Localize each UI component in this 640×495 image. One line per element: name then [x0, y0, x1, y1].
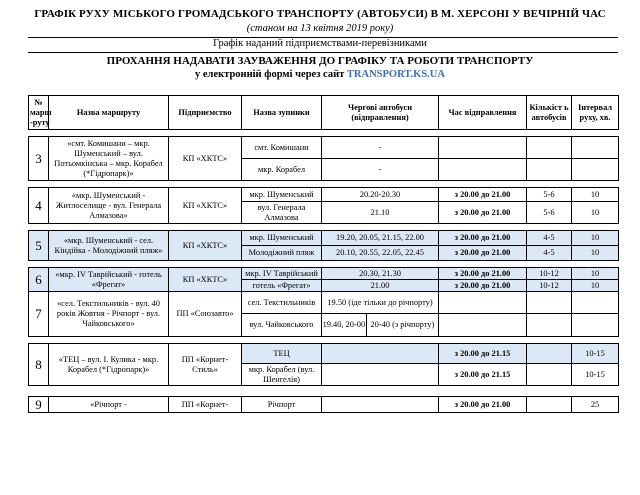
- request-form-note: [0, 69, 640, 80]
- stop-name: готель «Фрегат»: [242, 280, 322, 292]
- route-number: 5: [29, 231, 49, 261]
- route-name: «ТЕЦ – вул. І. Кулика - мкр. Корабел (*Гідропарк)»: [49, 344, 169, 386]
- col-interval-header: Інтервал руху, хв.: [572, 96, 619, 130]
- route-name: «Річпорт -: [49, 397, 169, 413]
- stop-name: Молодіжний пляж: [242, 246, 322, 261]
- route-company: КП «ХКТС»: [169, 137, 242, 181]
- buses-times: -: [322, 159, 439, 181]
- stop-name: мкр. Корабел: [242, 159, 322, 181]
- col-departure-header: Час відправлення: [439, 96, 527, 130]
- buses-times: -: [322, 137, 439, 159]
- as-of-date: (станом на 13 квітня 2019 року): [246, 23, 394, 34]
- route-number: 3: [29, 137, 49, 181]
- schedule-table: [28, 95, 619, 413]
- stop-name: смт. Комишани: [242, 137, 322, 159]
- interval: 10-15: [572, 344, 619, 364]
- route-number: 9: [29, 397, 49, 413]
- buses-times: 19.40, 20-00: [322, 314, 367, 336]
- interval: 10: [572, 280, 619, 292]
- departure-time: з 20.00 до 21.00: [439, 246, 527, 261]
- provided-by-note: Графік наданий підприємствами-перевізниками: [213, 38, 427, 49]
- departure-time: з 20.00 до 21.00: [439, 397, 527, 413]
- col-route-header: Назва маршруту: [49, 96, 169, 130]
- divider: [28, 52, 618, 53]
- table-row: [29, 292, 619, 314]
- spacer-row: [29, 261, 619, 268]
- route-name: «мкр. Шуменський - сел. Кіндійка - Молодіжний пляж»: [49, 231, 169, 261]
- bus-count: 10-12: [527, 268, 572, 280]
- stop-name: мкр. IV Таврійський: [242, 268, 322, 280]
- buses-times: [322, 344, 439, 364]
- interval: [572, 137, 619, 159]
- route-number: 7: [29, 292, 49, 337]
- bus-count: [527, 292, 572, 314]
- table-row: [29, 344, 619, 364]
- buses-times: 20.30, 21.30: [322, 268, 439, 280]
- stop-name: мкр. Шуменський: [242, 231, 322, 246]
- stop-name: ТЕЦ: [242, 344, 322, 364]
- interval: 10: [572, 202, 619, 224]
- departure-time: [439, 292, 527, 314]
- route-company: КП «ХКТС»: [169, 188, 242, 224]
- route-company: ПП «Корнет-: [169, 397, 242, 413]
- table-row: [29, 268, 619, 280]
- spacer-row: [29, 181, 619, 188]
- departure-time: з 20.00 до 21.15: [439, 344, 527, 364]
- col-company-header: Підприємство: [169, 96, 242, 130]
- buses-times: 21.00: [322, 280, 439, 292]
- route-name: «мкр. Шуменський - Житлоселище - вул. Генерала Алмазова»: [49, 188, 169, 224]
- col-buses-header: Чергові автобуси (відправлення): [322, 96, 439, 130]
- route-number: 8: [29, 344, 49, 386]
- departure-time: з 20.00 до 21.00: [439, 268, 527, 280]
- bus-count: [527, 159, 572, 181]
- bus-count: [527, 397, 572, 413]
- document-title: ГРАФІК РУХУ МІСЬКОГО ГРОМАДСЬКОГО ТРАНСПОРТУ (АВТОБУСИ) В М. ХЕРСОНІ У ВЕЧІРНІЙ ЧАС: [34, 8, 606, 20]
- bus-count: 4-5: [527, 231, 572, 246]
- site-link[interactable]: TRANSPORT.KS.UA: [346, 69, 445, 80]
- stop-name: сел. Текстильників: [242, 292, 322, 314]
- bus-count: 5-6: [527, 188, 572, 202]
- spacer-row: [29, 224, 619, 231]
- stop-name: Річпорт: [242, 397, 322, 413]
- spacer-row: [29, 337, 619, 344]
- bus-count: [527, 364, 572, 386]
- interval: 25: [572, 397, 619, 413]
- bus-count: 4-5: [527, 246, 572, 261]
- buses-times: 20-40 (з річпорту): [370, 320, 435, 329]
- interval: [572, 292, 619, 314]
- route-company: ПП «Союзавто»: [169, 292, 242, 337]
- route-name: «смт. Комишани – мкр. Шуменський – вул. Потьомкінська – мкр. Корабел (*Гідропарк)»: [49, 137, 169, 181]
- interval: 10: [572, 188, 619, 202]
- bus-count: [527, 314, 572, 337]
- buses-times: [322, 397, 439, 413]
- stop-name: вул. Генерала Алмазова: [242, 202, 322, 224]
- route-name: «сел. Текстильників - вул. 40 років Жовтня - Річпорт - вул. Чайковського»: [49, 292, 169, 337]
- table-row: [29, 231, 619, 246]
- route-number: 6: [29, 268, 49, 292]
- buses-times: 20.20-20.30: [322, 188, 439, 202]
- buses-times-split: [322, 314, 439, 337]
- stop-name: мкр. Корабел (вул. Шенгелія): [242, 364, 322, 386]
- col-stop-header: Назва зупинки: [242, 96, 322, 130]
- table-row: [29, 137, 619, 159]
- departure-time: [439, 137, 527, 159]
- request-form-text: у електронній формі через сайт: [195, 69, 347, 80]
- buses-times: [322, 364, 439, 386]
- interval: 10-15: [572, 364, 619, 386]
- interval: [572, 159, 619, 181]
- bus-count: [527, 137, 572, 159]
- departure-time: [439, 159, 527, 181]
- interval: 10: [572, 268, 619, 280]
- table-row: [29, 188, 619, 202]
- col-count-header: Кількіст ь автобусів: [527, 96, 572, 130]
- route-number: 4: [29, 188, 49, 224]
- buses-times: 19.20, 20.05, 21.15, 22.00: [322, 231, 439, 246]
- table-row: [29, 397, 619, 413]
- table-header-row: [29, 96, 619, 130]
- route-company: КП «ХКТС»: [169, 231, 242, 261]
- route-company: КП «ХКТС»: [169, 268, 242, 292]
- buses-times: 20.10, 20.55, 22.05, 22.45: [322, 246, 439, 261]
- request-heading: ПРОХАННЯ НАДАВАТИ ЗАУВАЖЕННЯ ДО ГРАФІКУ ТА РОБОТИ ТРАНСПОРТУ: [106, 55, 534, 67]
- route-company: ПП «Корнет-Стиль»: [169, 344, 242, 386]
- buses-times: 19.50 (іде тільки до річпорту): [322, 292, 439, 314]
- stop-name: мкр. Шуменський: [242, 188, 322, 202]
- route-name: «мкр. IV Таврійський - готель «Фрегат»: [49, 268, 169, 292]
- interval: 10: [572, 246, 619, 261]
- spacer-row: [29, 130, 619, 137]
- departure-time: з 20.00 до 21.00: [439, 202, 527, 224]
- interval: [572, 314, 619, 337]
- departure-time: з 20.00 до 21.00: [439, 188, 527, 202]
- departure-time: з 20.00 до 21.00: [439, 231, 527, 246]
- bus-count: [527, 344, 572, 364]
- stop-name: вул. Чайковського: [242, 314, 322, 337]
- bus-count: 10-12: [527, 280, 572, 292]
- buses-times: 21.10: [322, 202, 439, 224]
- departure-time: [439, 314, 527, 337]
- departure-time: з 20.00 до 21.15: [439, 364, 527, 386]
- spacer-row: [29, 386, 619, 397]
- col-num-header: № марш -руту: [29, 96, 49, 130]
- departure-time: з 20.00 до 21.00: [439, 280, 527, 292]
- interval: 10: [572, 231, 619, 246]
- bus-count: 5-6: [527, 202, 572, 224]
